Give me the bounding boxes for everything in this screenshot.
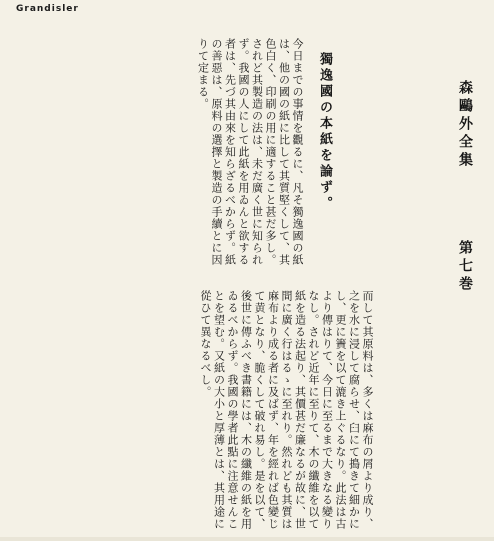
running-header: Grandisler xyxy=(16,4,79,14)
article-title: 獨逸國の本紙を論ず。 xyxy=(317,52,332,212)
text-block-bottom xyxy=(14,290,374,541)
paragraph: 今日までの事情を觀るに、凡そ獨逸國の紙は、他の國の紙に比して其質堅くして、其色白く、印刷の用に適すること甚だ多し。されど其製造の法は、未だ廣く世に知られず。我國の人にして此紙を用ゐんと欲する者は、先づ其由來を知らざるべからず。紙の善惡は、原料の選擇と製造の手續とに因りて定まる。 xyxy=(196,38,304,266)
collection-title: 森鷗外全集 xyxy=(457,80,473,170)
series-title xyxy=(456,80,474,294)
page-edge xyxy=(0,537,494,541)
text-block-top xyxy=(144,38,304,270)
paragraph: 而して其原料は、多くは麻布の屑より成り、之を水に浸して腐らせ、臼にて搗きて細かにし、更に簀を以て漉き上ぐるなり。此法は古より傳はりて、今日に至るまで大きなる變りなし。されど近年に至りて、木の纖維を以て紙を造る法起り、其價甚だ廉なるが故に、世間に廣く行はるゝに至れり。然れども其質は麻布より成る者に及ばず、年を經れば色變じて黄となり、脆くして破れ易し。是を以て、後世に傳ふべき書籍には、木の纖維の紙を用ゐるべからず。我國の學者此點に注意せんことを望む。又紙の大小と厚薄とは、其用途に從ひて異なるべし。 xyxy=(199,290,374,530)
volume-number: 第七巻 xyxy=(457,240,473,294)
